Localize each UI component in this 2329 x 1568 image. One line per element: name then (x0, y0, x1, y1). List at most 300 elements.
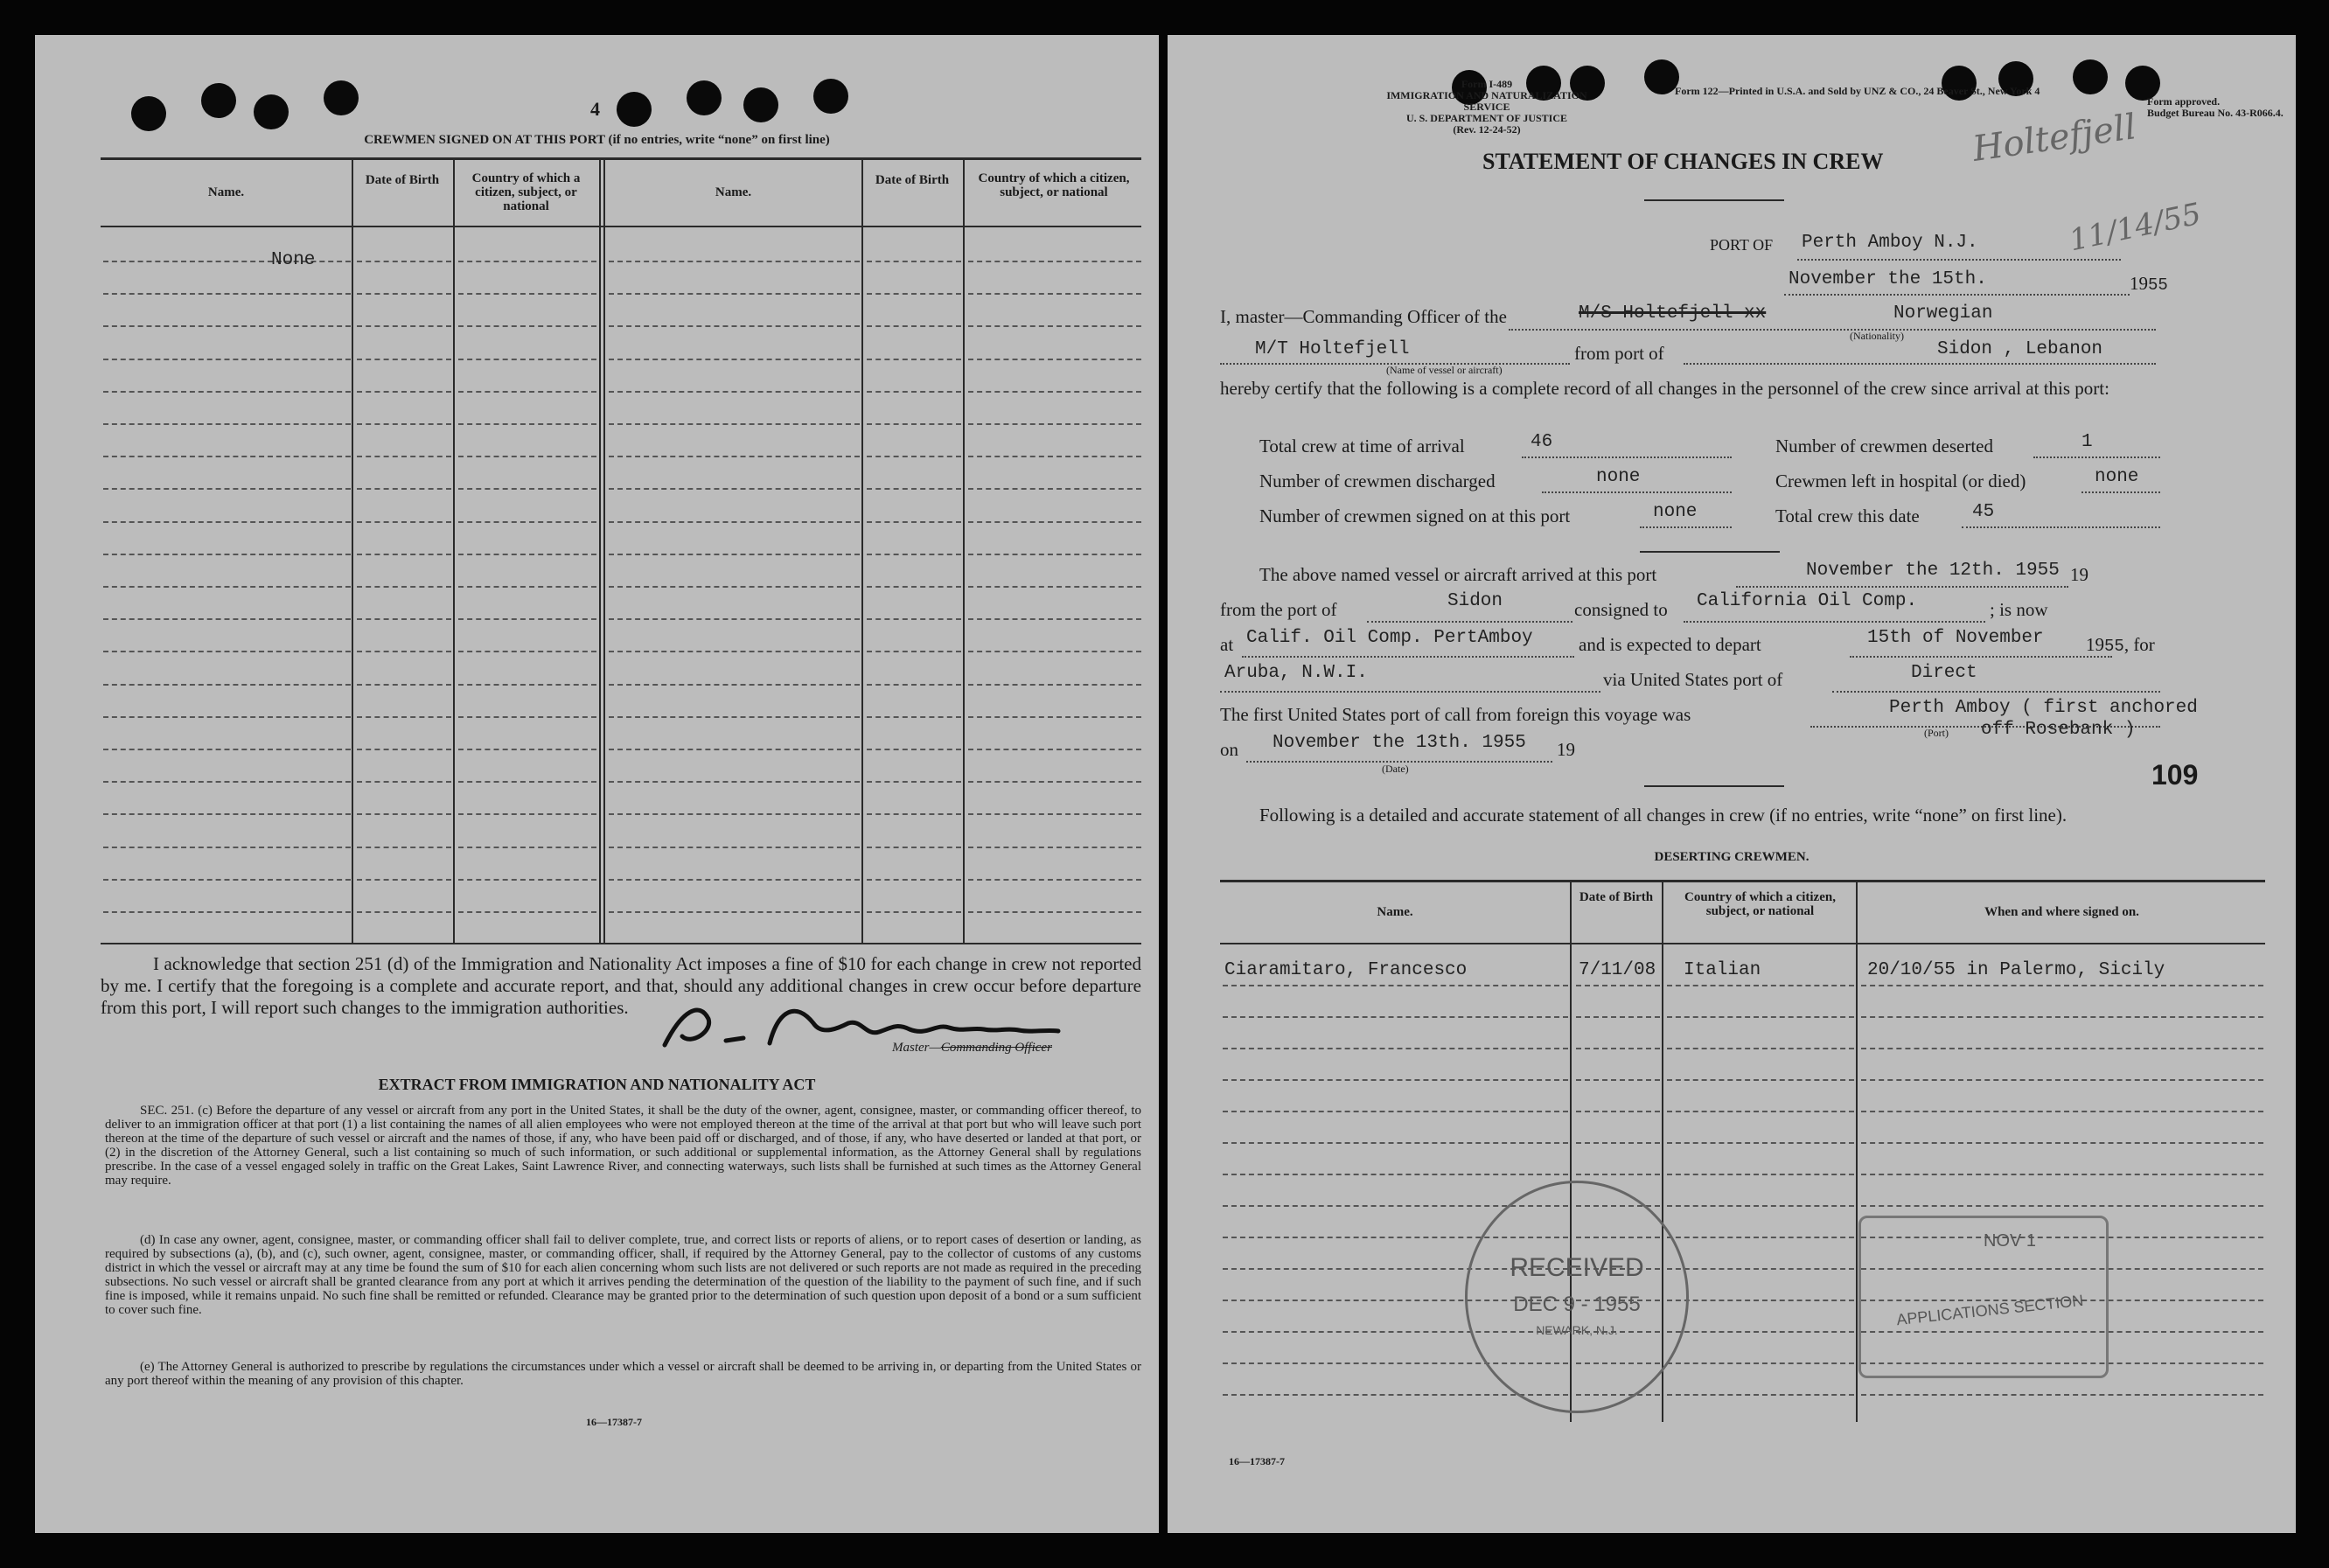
title-rule (1644, 199, 1784, 201)
table-rule (1861, 1079, 2263, 1081)
table-rule (458, 586, 596, 588)
page-number-stamp: 109 (2151, 759, 2199, 791)
handwritten-vessel-name: Holtefjell (1970, 107, 2139, 170)
table-rule (458, 651, 596, 652)
arrived-label: The above named vessel or aircraft arrived at this port (1259, 564, 1657, 585)
table-rule (968, 716, 1141, 718)
table-rule (1223, 1079, 1568, 1081)
table-rule (1576, 1048, 1660, 1049)
form-number: Form I-489 (1461, 78, 1513, 90)
left-footer-code: 16—17387-7 (586, 1416, 642, 1428)
table-rule (357, 716, 451, 718)
is-now-label: ; is now (1990, 599, 2048, 620)
form-approved: Form approved. (2147, 95, 2221, 108)
signature-caption-struck: Commanding Officer (940, 1041, 1052, 1055)
col-header-name: Name. (715, 185, 752, 199)
table-rule (1223, 1048, 1568, 1049)
table-rule (458, 911, 596, 913)
table-rule (609, 651, 860, 652)
total-date-label: Total crew this date (1775, 505, 1920, 526)
table-rule (1861, 985, 2263, 986)
table-rule (1667, 1142, 1854, 1144)
extract-paragraph-c: SEC. 251. (c) Before the departure of any vessel or aircraft from any port in the United States, it shall be the duty of the owner, agent, consignee, master, or commanding officer thereof, to deliver to an immigration officer at that port (1) a list containing the names of all alien employees who were not employed thereon at the time of the arrival at that port but who will leave such port thereon at the time of the departure of such vessel or aircraft and the names of those, if any, who have been paid off or discharged, and of those, if any, who have deserted or landed at that port, or (2) in the discretion of the Attorney General, such a list containing so much of such information, or such additional or supplemental information, as the Attorney General shall by regulations prescribe. In the case of a vessel engaged solely in traffic on the Great Lakes, Saint Lawrence River, and connecting waterways, such lists shall be furnished at such times as the Attorney General may require. (105, 1104, 1141, 1188)
table-rule (357, 391, 451, 393)
table-rule (103, 521, 351, 523)
table-rule (357, 847, 451, 848)
first-port-value-2: off Rosebank ) (1981, 720, 2136, 740)
table-rule (1861, 1174, 2263, 1175)
table-rule (458, 456, 596, 457)
table-top-rule (101, 157, 1141, 160)
punch-hole (687, 80, 722, 115)
table-rule (609, 749, 860, 750)
on-label: on (1220, 739, 1238, 760)
table-rule (1861, 1016, 2263, 1018)
table-rule (867, 716, 961, 718)
punch-hole (201, 83, 236, 118)
table-rule (1223, 1016, 1568, 1018)
table-rule (1223, 1111, 1568, 1112)
vessel-caption: (Name of vessel or aircraft) (1386, 364, 1503, 376)
stamp-sub: NEWARK, N.J. (1536, 1323, 1618, 1337)
table-rule (103, 879, 351, 881)
agency-line-2: U. S. DEPARTMENT OF JUSTICE (1405, 112, 1568, 124)
fill-line (2081, 491, 2160, 493)
desert-col-name: Name. (1377, 905, 1413, 919)
table-rule (357, 359, 451, 360)
fill-line (1832, 691, 2160, 693)
table-rule (103, 488, 351, 490)
form-title: STATEMENT OF CHANGES IN CREW (1482, 149, 1884, 174)
table-rule (1667, 1268, 1854, 1270)
table-rule (867, 488, 961, 490)
table-rule (1861, 1205, 2263, 1207)
table-top-rule (1220, 880, 2265, 882)
fill-line (1640, 526, 1732, 528)
table-rule (1861, 1111, 2263, 1112)
table-rule (609, 293, 860, 295)
table-header-rule (1220, 943, 2265, 944)
punch-hole (1644, 59, 1679, 94)
table-rule (357, 651, 451, 652)
table-rule (968, 293, 1141, 295)
fill-line (1784, 294, 2130, 296)
extract-paragraph-d: (d) In case any owner, agent, consignee, master, or commanding officer shall fail to deliver complete, true, and correct lists or reports of aliens, or to report cases of desertion or landing, as required by subsections (a), (b), and (c), such owner, agent, consignee, master, or commanding officer, shall, if required by the Attorney General, pay to the collector of customs of any customs district in which the vessel or aircraft may at any time be found the sum of $10 for each alien concerning whom such lists are not delivered or such reports are not made as required in the preceding subsections. No such vessel or aircraft shall be granted clearance from any port at which it arrives pending the determination of the question of the liability to the payment of such fine, and if such fine is imposed, while it remains unpaid. No such fine shall be remitted or refunded. Clearance may be granted prior to the determination of such question upon deposit of a bond or a sum sufficient to cover such fine. (105, 1233, 1141, 1317)
budget-bureau: Budget Bureau No. 43-R066.4. (2147, 107, 2284, 119)
year-prefix: 19 (2130, 273, 2148, 294)
table-rule (458, 813, 596, 815)
year-suffix: 55 (2148, 275, 2168, 295)
table-rule (357, 879, 451, 881)
total-date-value: 45 (1972, 502, 1995, 522)
first-port-label: The first United States port of call from foreign this voyage was (1220, 704, 1691, 725)
extract-title: EXTRACT FROM IMMIGRATION AND NATIONALITY ACT (378, 1076, 816, 1093)
deserting-title: DESERTING CREWMEN. (1654, 850, 1810, 864)
table-rule (458, 325, 596, 327)
table-rule (968, 325, 1141, 327)
first-entry-none: None (271, 250, 316, 270)
fill-line (1736, 586, 2068, 588)
table-rule (609, 391, 860, 393)
table-rule (458, 781, 596, 783)
agency-line-1: IMMIGRATION AND NATURALIZATION SERVICE (1386, 89, 1587, 113)
table-rule (458, 618, 596, 620)
table-rule (357, 911, 451, 913)
nationality-caption: (Nationality) (1850, 330, 1904, 342)
table-rule (968, 618, 1141, 620)
table-rule (103, 618, 351, 620)
table-rule (103, 586, 351, 588)
table-rule (609, 781, 860, 783)
table-rule (103, 813, 351, 815)
fill-line (1850, 656, 2112, 658)
table-header-rule (101, 226, 1141, 227)
table-rule (609, 813, 860, 815)
fill-line (2033, 456, 2160, 458)
table-rule (103, 749, 351, 750)
table-rule (1667, 1362, 1854, 1364)
page-number: 4 (590, 98, 600, 120)
table-rule (968, 521, 1141, 523)
col-header-dob: Date of Birth (875, 173, 950, 187)
from-port-label: from port of (1574, 343, 1664, 364)
discharged-value: none (1596, 467, 1641, 487)
table-rule (867, 359, 961, 360)
table-rule (968, 813, 1141, 815)
via-value: Direct (1911, 663, 1977, 683)
table-rule (867, 847, 961, 848)
table-rule (458, 391, 596, 393)
punch-hole (324, 80, 359, 115)
table-rule (458, 684, 596, 686)
nationality-value: Norwegian (1893, 303, 1993, 324)
total-arrival-value: 46 (1531, 432, 1553, 452)
applications-stamp (1858, 1216, 2109, 1378)
table-rule (968, 911, 1141, 913)
table-rule (357, 488, 451, 490)
signed-on-label: Number of crewmen signed on at this port (1259, 505, 1571, 526)
table-rule (609, 911, 860, 913)
table-rule (968, 586, 1141, 588)
stamp2-section: APPLICATIONS SECTION (1895, 1291, 2085, 1329)
table-rule (968, 781, 1141, 783)
right-page (1168, 35, 2296, 1533)
table-rule (867, 554, 961, 555)
table-rule (458, 521, 596, 523)
col-header-dob: Date of Birth (365, 173, 440, 187)
desert-col-dob: Date of Birth (1579, 890, 1654, 904)
date-value: November the 15th. (1789, 269, 1987, 289)
table-rule (458, 847, 596, 848)
table-rule (1223, 1174, 1568, 1175)
column-divider (453, 157, 455, 944)
table-rule (103, 781, 351, 783)
table-rule (357, 813, 451, 815)
table-rule (867, 293, 961, 295)
revision-label: (Rev. 12-24-52) (1453, 123, 1521, 136)
deserter-name: Ciaramitaro, Francesco (1224, 960, 1468, 980)
table-rule (458, 488, 596, 490)
first-port-value: Perth Amboy ( first anchored (1889, 698, 2198, 718)
table-rule (103, 911, 351, 913)
table-rule (1667, 1111, 1854, 1112)
col-header-country: Country of which a citizen, subject, or national (471, 171, 581, 213)
table-rule (1861, 1394, 2263, 1396)
table-rule (458, 879, 596, 881)
table-rule (609, 456, 860, 457)
extract-paragraph-e: (e) The Attorney General is authorized to prescribe by regulations the circumstances under which a vessel or aircraft shall be deemed to be arriving in, or departing from the United States or any port thereof within the meaning of any provision of this chapter. (105, 1360, 1141, 1388)
from-port-of-value: Sidon (1447, 591, 1503, 611)
table-rule (1576, 1016, 1660, 1018)
punch-hole (2073, 59, 2108, 94)
fill-line (1220, 691, 1600, 693)
table-rule (867, 325, 961, 327)
table-rule (867, 391, 961, 393)
certify-text: hereby certify that the following is a complete record of all changes in the personnel of the crew since arrival at this port: (1220, 378, 2109, 399)
table-rule (357, 261, 451, 262)
expected-value: 15th of November (1867, 628, 2044, 648)
col-header-name: Name. (207, 185, 245, 199)
table-rule (1223, 985, 1568, 986)
fill-line (1242, 656, 1574, 658)
deserter-where: 20/10/55 in Palermo, Sicily (1867, 960, 2165, 980)
table-rule (357, 684, 451, 686)
punch-hole (617, 92, 652, 127)
arrived-year: 19 (2070, 564, 2088, 585)
col-header-country: Country of which a citizen, subject, or national (978, 171, 1130, 199)
total-arrival-label: Total crew at time of arrival (1259, 436, 1465, 456)
expected-year-suffix: 55 (2104, 637, 2124, 656)
hospital-label: Crewmen left in hospital (or died) (1775, 470, 2026, 491)
column-divider (963, 157, 965, 944)
port-caption: (Port) (1924, 727, 1949, 739)
table-rule (1667, 1174, 1854, 1175)
on-value: November the 13th. 1955 (1273, 733, 1526, 753)
table-rule (103, 391, 351, 393)
punch-hole (131, 96, 166, 131)
table-rule (609, 261, 860, 262)
table-rule (867, 684, 961, 686)
deserted-value: 1 (2081, 432, 2093, 452)
table-rule (103, 456, 351, 457)
table-rule (867, 456, 961, 457)
handwritten-date: 11/14/55 (2066, 196, 2205, 259)
table-rule (1667, 1079, 1854, 1081)
column-divider (861, 157, 863, 944)
table-rule (103, 325, 351, 327)
table-rule (609, 716, 860, 718)
date-caption: (Date) (1382, 763, 1409, 775)
punch-hole (813, 79, 848, 114)
table-rule (968, 456, 1141, 457)
hospital-value: none (2095, 467, 2139, 487)
table-rule (1667, 1205, 1854, 1207)
column-divider (1856, 880, 1858, 1422)
table-rule (357, 423, 451, 425)
table-rule (1667, 1237, 1854, 1238)
table-rule (968, 359, 1141, 360)
table-rule (1667, 1394, 1854, 1396)
expected-year-prefix: 19 (2086, 634, 2104, 655)
table-rule (357, 749, 451, 750)
table-rule (609, 879, 860, 881)
following-text: Following is a detailed and accurate statement of all changes in crew (if no entries, write “none” on first line). (1259, 805, 2068, 826)
table-rule (867, 423, 961, 425)
column-divider (352, 157, 353, 944)
table-rule (103, 293, 351, 295)
discharged-label: Number of crewmen discharged (1259, 470, 1496, 491)
table-rule (968, 554, 1141, 555)
table-rule (968, 684, 1141, 686)
table-rule (1576, 1111, 1660, 1112)
table-rule (357, 586, 451, 588)
table-rule (103, 423, 351, 425)
section-rule (1644, 785, 1784, 787)
table-rule (609, 359, 860, 360)
fill-line (1522, 456, 1732, 458)
table-rule (1861, 1142, 2263, 1144)
punch-hole (743, 87, 778, 122)
table-rule (458, 749, 596, 750)
table-rule (867, 618, 961, 620)
table-rule (357, 781, 451, 783)
desert-col-country: Country of which a citizen, subject, or national (1684, 890, 1836, 918)
destination-value: Aruba, N.W.I. (1224, 663, 1368, 683)
table-rule (968, 749, 1141, 750)
expected-label: and is expected to depart (1579, 634, 1761, 655)
fill-line (1962, 526, 2160, 528)
from-port-of-label: from the port of (1220, 599, 1337, 620)
left-page (35, 35, 1159, 1533)
table-rule (867, 651, 961, 652)
table-rule (458, 293, 596, 295)
stamp2-date: NOV 1 (1984, 1231, 2037, 1251)
table-rule (103, 684, 351, 686)
master-prefix: I, master—Commanding Officer of the (1220, 306, 1507, 327)
table-rule (867, 521, 961, 523)
table-rule (1576, 985, 1660, 986)
table-rule (968, 847, 1141, 848)
fill-line (1797, 259, 2121, 261)
table-rule (968, 423, 1141, 425)
column-divider (603, 157, 605, 944)
acknowledgement-text: I acknowledge that section 251 (d) of the Immigration and Nationality Act imposes a fine of $10 for each change in crew not reported by me. I certify that the foregoing is a complete and accurate report, and that, should any additional changes in crew occur before departure from this port, I will report such changes to the immigration authorities. (101, 953, 1141, 1018)
stamp-date: DEC 9 - 1955 (1513, 1293, 1641, 1316)
struck-vessel-name: M/S Holtefjell xx (1579, 303, 1767, 324)
consigned-label: consigned to (1574, 599, 1668, 620)
table-rule (867, 749, 961, 750)
table-rule (867, 261, 961, 262)
table-rule (357, 618, 451, 620)
table-rule (1861, 1048, 2263, 1049)
table-rule (357, 456, 451, 457)
table-rule (1667, 1016, 1854, 1018)
fill-line (1542, 491, 1732, 493)
received-stamp (1465, 1181, 1689, 1413)
table-rule (968, 391, 1141, 393)
stamp-received: RECEIVED (1510, 1253, 1644, 1282)
punch-hole (254, 94, 289, 129)
table-rule (357, 554, 451, 555)
table-rule (1576, 1079, 1660, 1081)
table-rule (1667, 1331, 1854, 1333)
table-rule (968, 651, 1141, 652)
from-port-value: Sidon , Lebanon (1937, 339, 2103, 359)
at-value: Calif. Oil Comp. PertAmboy (1246, 628, 1533, 648)
table-rule (609, 488, 860, 490)
table-rule (458, 359, 596, 360)
printer-note: Form 122—Printed in U.S.A. and Sold by UNZ & CO., 24 Beaver St., New York 4 (1675, 85, 2040, 97)
signature-caption-master: Master— (892, 1041, 941, 1055)
via-label: via United States port of (1603, 669, 1783, 690)
deserted-label: Number of crewmen deserted (1775, 436, 1993, 456)
deserter-dob: 7/11/08 (1579, 960, 1656, 980)
table-rule (968, 879, 1141, 881)
table-rule (609, 618, 860, 620)
table-rule (867, 813, 961, 815)
deserter-country: Italian (1684, 960, 1761, 980)
table-rule (1667, 985, 1854, 986)
arrived-value: November the 12th. 1955 (1806, 561, 2060, 581)
table-rule (1223, 1142, 1568, 1144)
table-rule (1667, 1300, 1854, 1301)
table-rule (609, 847, 860, 848)
table-rule (609, 325, 860, 327)
desert-col-where: When and where signed on. (1984, 905, 2139, 919)
table-rule (867, 781, 961, 783)
table-rule (1576, 1174, 1660, 1175)
crewmen-signed-heading: CREWMEN SIGNED ON AT THIS PORT (if no entries, write “none” on first line) (364, 133, 830, 147)
on-year: 19 (1557, 739, 1575, 760)
table-rule (867, 911, 961, 913)
table-rule (968, 261, 1141, 262)
table-rule (103, 847, 351, 848)
table-rule (103, 716, 351, 718)
table-rule (103, 359, 351, 360)
table-bottom-rule (101, 943, 1141, 944)
table-rule (103, 651, 351, 652)
fill-line (1367, 621, 1572, 623)
right-footer-code: 16—17387-7 (1229, 1455, 1285, 1467)
consigned-value: California Oil Comp. (1697, 591, 1918, 611)
port-label: PORT OF (1710, 236, 1774, 254)
table-rule (357, 325, 451, 327)
for-label: , for (2123, 634, 2155, 655)
table-rule (609, 586, 860, 588)
table-rule (458, 261, 596, 262)
fill-line (1684, 363, 2156, 365)
table-rule (609, 554, 860, 555)
fill-line (1509, 329, 2156, 331)
table-rule (609, 521, 860, 523)
section-rule (1640, 551, 1780, 553)
table-rule (357, 293, 451, 295)
table-rule (103, 554, 351, 555)
fill-line (1684, 621, 1985, 623)
table-rule (458, 716, 596, 718)
table-rule (357, 521, 451, 523)
signed-on-value: none (1653, 502, 1698, 522)
column-divider (599, 157, 601, 944)
table-rule (609, 684, 860, 686)
table-rule (968, 488, 1141, 490)
table-rule (609, 423, 860, 425)
table-rule (458, 554, 596, 555)
table-rule (867, 879, 961, 881)
table-rule (867, 586, 961, 588)
table-rule (1576, 1142, 1660, 1144)
at-label: at (1220, 634, 1234, 655)
